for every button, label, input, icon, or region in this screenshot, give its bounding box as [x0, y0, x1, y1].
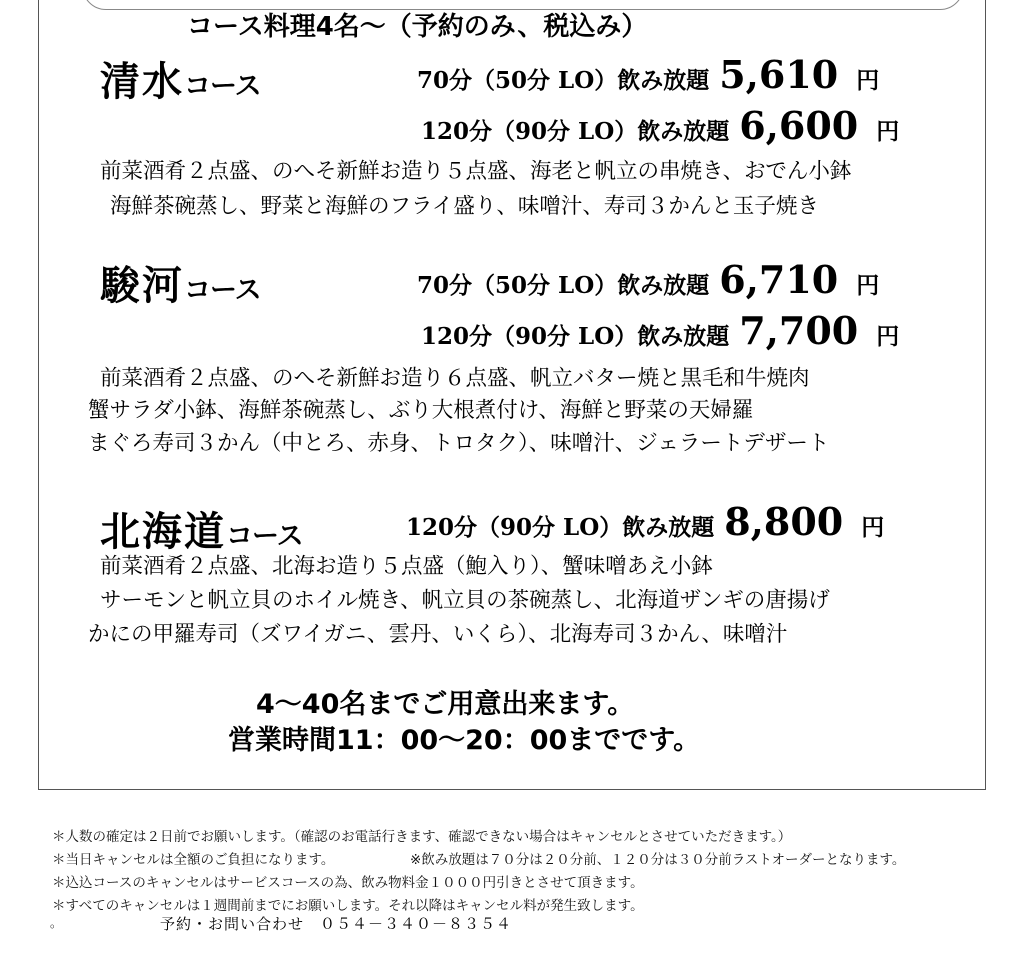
- plan-desc: 120分（90分 LO）飲み放題: [421, 118, 730, 145]
- plan-desc: 70分（50分 LO）飲み放題: [417, 67, 710, 94]
- yen-unit: 円: [861, 515, 885, 541]
- plan-suruga-120: [421, 308, 899, 353]
- course-title-hokkaido: [100, 500, 303, 557]
- plan-price: 8,800: [724, 499, 844, 544]
- menu-line: 海鮮茶碗蒸し、野菜と海鮮のフライ盛り、味噌汁、寿司３かんと玉子焼き: [110, 194, 819, 219]
- course-suffix: コース: [226, 521, 303, 552]
- yen-unit: 円: [876, 324, 900, 350]
- plan-price: 6,710: [719, 257, 839, 302]
- plan-shimizu-120: [421, 103, 899, 148]
- yen-unit: 円: [876, 119, 900, 145]
- plan-shimizu-70: [417, 52, 879, 97]
- course-title-suruga: [100, 254, 261, 311]
- menu-line: サーモンと帆立貝のホイル焼き、帆立貝の茶碗蒸し、北海道ザンギの唐揚げ: [100, 588, 830, 613]
- course-title-shimizu: [100, 50, 261, 107]
- plan-price: 5,610: [719, 52, 839, 97]
- plan-suruga-70: [417, 257, 879, 302]
- menu-line: 前菜酒肴２点盛、のへそ新鮮お造り６点盛、帆立バター焼と黒毛和牛焼肉: [100, 366, 810, 391]
- plan-desc: 120分（90分 LO）飲み放題: [421, 323, 730, 350]
- plan-price: 7,700: [739, 308, 859, 353]
- note-line: ＊人数の確定は２日前でお願いします。（確認のお電話行きます、確認できない場合はキャンセルとさせていただきます。）: [52, 829, 792, 845]
- yen-unit: 円: [856, 273, 880, 299]
- plan-hokkaido-120: [406, 499, 884, 544]
- course-suffix: コース: [184, 71, 261, 102]
- menu-line: まぐろ寿司３かん（中とろ、赤身、トロタク）、味噌汁、ジェラートデザート: [88, 431, 830, 456]
- course-header: コース料理4名～（予約のみ、税込み）: [187, 12, 648, 42]
- plan-price: 6,600: [739, 103, 859, 148]
- plan-desc: 120分（90分 LO）飲み放題: [406, 514, 715, 541]
- yen-unit: 円: [856, 68, 880, 94]
- course-name: 清水: [100, 58, 184, 105]
- capacity-note: 4～40名までご用意出来ます。: [256, 689, 635, 720]
- menu-line: 前菜酒肴２点盛、のへそ新鮮お造り５点盛、海老と帆立の串焼き、おでん小鉢: [100, 159, 852, 184]
- business-hours: 営業時間11：00～20：00までです。: [228, 725, 701, 756]
- menu-line: 蟹サラダ小鉢、海鮮茶碗蒸し、ぶり大根煮付け、海鮮と野菜の天婦羅: [88, 398, 754, 423]
- note-line: ＊すべてのキャンセルは１週間前までにお願いします。それ以降はキャンセル料が発生致します。: [52, 898, 644, 914]
- course-suffix: コース: [184, 275, 261, 306]
- note-line: ＊当日キャンセルは全額のご負担になります。: [52, 852, 335, 868]
- note-line: ※飲み放題は７０分は２０分前、１２０分は３０分前ラストオーダーとなります。: [410, 852, 906, 868]
- plan-desc: 70分（50分 LO）飲み放題: [417, 272, 710, 299]
- course-name: 駿河: [100, 262, 184, 309]
- menu-line: かにの甲羅寿司（ズワイガニ、雲丹、いくら）、北海寿司３かん、味噌汁: [88, 622, 788, 647]
- note-line: ＊込込コースのキャンセルはサービスコースの為、飲み物料金１０００円引きとさせて頂きます。: [52, 875, 644, 891]
- contact-mark: 。: [50, 916, 63, 930]
- course-name: 北海道: [100, 508, 226, 555]
- menu-line: 前菜酒肴２点盛、北海お造り５点盛（鮑入り）、蟹味噌あえ小鉢: [100, 554, 713, 579]
- contact-phone: 予約・お問い合わせ ０５４－３４０－８３５４: [160, 915, 513, 933]
